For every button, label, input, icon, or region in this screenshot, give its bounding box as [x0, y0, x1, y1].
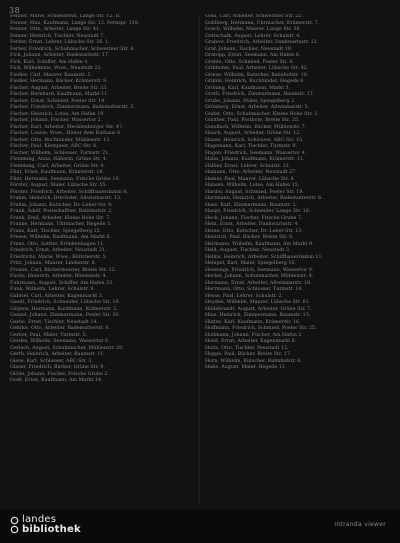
directory-entry: Heinrich, Paul, Bäcker, Breite Str. 8. [205, 235, 294, 240]
directory-entry: Hase, Karl, Zimmermann, Baumstr. 2. [205, 202, 298, 208]
directory-entry: Held, August, Tischler, Neustadt 3. [205, 248, 291, 253]
directory-entry: Harder, August, Schmied, Poeler Str. 19. [205, 189, 304, 195]
directory-entry: Hollmann, Johann, Fischer, Am Hafen 2. [205, 332, 303, 338]
directory-entry: Gerber, Paul, Maler, Turmstr. 5. [10, 332, 88, 338]
directory-entry: Friedrichs, Marie, Wwe., Böttcherstr. 5. [10, 254, 108, 260]
directory-entry: Hoffmann, Friedrich, Schmied, Poeler Str. 25. [205, 326, 317, 331]
directory-entry: Fischer, August, Arbeiter, Breite Str. 33. [10, 85, 108, 91]
directory-entry: Fenner, Otto, Arbeiter, Lange Str. 41. [10, 27, 101, 32]
directory-entry: Fromm, Carl, Bäckermeister, Breite Str. 12. [10, 267, 117, 273]
directory-entry: Gribbohm, Paul, Arbeiter, Lübsche Str. 42. [205, 66, 309, 71]
directory-entry: Förster, August, Maler, Lübsche Str. 55. [10, 183, 108, 188]
directory-entry: Groth, Friedrich, Zimmermann, Baumstr. 17. [205, 92, 315, 97]
directory-entry: Horn, Wilhelm, Kutscher, Bahnhofstr. 6. [205, 358, 302, 364]
directory-entry: Gosch, Wilhelm, Maurer, Lange Str. 36. [205, 27, 302, 32]
directory-entry: Förster, Friedrich, Arbeiter, Schiffbauerdamm 6. [10, 189, 129, 195]
directory-entry: Gohl, Carl, Arbeiter, Schweriner Str. 22. [205, 14, 303, 19]
directory-entry: Hein, Ernst, Arbeiter, Dankwartsstr. 4. [205, 222, 299, 227]
directory-entry: Frank, Emil, Arbeiter, Kleine Hohe Str. 7. [10, 215, 111, 221]
directory-entry: Fick, Johann, Arbeiter, Dankwartsstr. 17. [10, 53, 110, 58]
directory-entry: Hinz, Heinrich, Zimmermann, Baumstr. 13. [205, 313, 311, 318]
directory-entry: Gerdes, Wilhelm, Seemann, Wassertor 6. [10, 339, 110, 344]
directory-entry: Hoppe, Paul, Bäcker, Breite Str. 17. [205, 352, 292, 357]
directory-entry: Fischer, Ernst, Schmied, Poeler Str. 14. [10, 98, 106, 104]
directory-entry: Fischer, Heinrich, Lotse, Am Hafen 19. [10, 111, 105, 117]
directory-entry: Flint, Hermann, Seemann, Frische Grube 10. [10, 176, 121, 182]
directory-entry: Hagen, Friedrich, Seemann, Wassertor 4. [205, 150, 307, 156]
directory-entry: Herbst, Johann, Schuhmacher, Mühlenstr. 4. [205, 274, 314, 279]
directory-entry: Hintze, Karl, Kaufmann, Krämerstr. 16. [205, 319, 301, 325]
directory-entry: Hube, August, Maler, Hegede 11. [205, 365, 287, 370]
directory-entry: Fuchs, Heinrich, Arbeiter, Bliedenstr. 4. [10, 274, 107, 279]
directory-entry: Hansen, Wilhelm, Lotse, Am Hafen 15. [205, 183, 300, 188]
directory-entry: Gaedt, Friedrich, Schneider, Lübsche Str. 19. [10, 300, 121, 305]
directory-entry: Heck, Johann, Fischer, Frische Grube 7. [205, 215, 303, 221]
directory-entry: Frank, Adolf, Postschaffner, Bahnhofstr. 2. [10, 209, 113, 214]
directory-entry: Grabow, Friedrich, Arbeiter, Dankwartsstr. 12. [205, 40, 319, 45]
directory-entry: Gätjens, Hermann, Kaufmann, Krämerstr. 2. [10, 306, 118, 312]
directory-entry: Fenner, Heinrich, Tischler, Neustadt 7. [10, 33, 105, 39]
library-logo[interactable] [22, 515, 81, 535]
directory-entry: Haase, Heinrich, Schlosser, ABC-Str. 15. [205, 137, 304, 143]
directory-entry: Fischer, Friedrich, Zimmermann, Bademutterstr. 3. [10, 105, 135, 110]
directory-entry: Gratopp, Ernst, Seemann, Am Hafen 8. [205, 53, 301, 58]
directory-entry: Hempel, Karl, Maler, Spiegelberg 10. [205, 261, 296, 266]
directory-entry: Fiedler, Carl, Maurer, Baumstr. 5. [10, 72, 92, 78]
directory-entry: Goldberg, Hermann, Uhrmacher, Krämerstr. 7. [205, 20, 320, 26]
directory-entry: Giese, Karl, Schlosser, ABC-Str. 3. [10, 358, 93, 364]
directory-entry: Helms, Heinrich, Arbeiter, Schiffbauerdamm 11. [205, 254, 324, 260]
directory-entry: Gerlach, August, Schuhmacher, Mühlenstr. 20. [10, 345, 124, 351]
directory-entry: Hahn, Johann, Kaufmann, Krämerstr. 11. [205, 157, 305, 162]
directory-entry: Hallier, Ernst, Lehrer, Schulstr. 12. [205, 163, 291, 169]
directory-entry: Holst, Ernst, Arbeiter, Kagenmarkt 8. [205, 339, 297, 344]
directory-entry: Günther, Paul, Postbote, Breite Str. 25. [205, 118, 300, 123]
directory-entry: Holtz, Otto, Tischler, Neustadt 12. [205, 345, 289, 351]
directory-entry: Fischer, Louise, Wwe., Hinter dem Rathaus 6. [10, 131, 122, 136]
logo-text-landes: landes [22, 514, 57, 525]
directory-entry: Godt, Ernst, Kaufmann, Am Markt 14. [10, 378, 103, 383]
page-number: 38 [9, 6, 21, 15]
directory-entry: Flemming, Carl, Arbeiter, Grüne Str. 4. [10, 163, 106, 169]
directory-entry: Hartmann, Heinrich, Arbeiter, Bademutterstr. 6. [205, 196, 323, 201]
directory-entry: Hildebrandt, August, Arbeiter, Grüne Str. 7. [205, 306, 312, 312]
directory-entry: Heyden, Wilhelm, Maurer, Lübsche Str. 61. [205, 300, 311, 305]
directory-entry: Heine, Otto, Kutscher, Dr.-Leber-Str. 13. [205, 228, 303, 234]
directory-entry: Glaser, Friedrich, Bäcker, Grüne Str. 9. [10, 365, 105, 370]
directory-entry: Ganzel, Johann, Zimmermann, Poeler Str. 30. [10, 313, 121, 318]
directory-entry: Griese, Wilhelm, Kutscher, Bahnhofstr. 10. [205, 72, 309, 78]
directory-entry: Hennings, Friedrich, Seemann, Wassertor 9. [205, 267, 314, 273]
directory-entry: Grube, Johann, Maler, Spiegelberg 2. [205, 98, 296, 104]
directory-entry: Fischer, Otto, Buchbinder, Mühlenstr. 12. [10, 137, 111, 143]
directory-entry: Fuhrmann, August, Schiffer, Am Hafen 23. [10, 280, 114, 286]
directory-entry: Ferber, Ernst, Lehrer, Lübsche Str. 26. I. [10, 40, 109, 45]
directory-entry: Hermann, Ernst, Arbeiter, Altwismarstr. 18. [205, 280, 312, 286]
directory-entry: Hagemann, Karl, Tischler, Turmstr. 9. [205, 144, 297, 149]
directory-entry: Grünberg, Ernst, Arbeiter, Altwismarstr. 5. [205, 105, 310, 110]
directory-entry: Frahm, Heinrich, Drechsler, Altwismarstr. 13. [10, 196, 122, 201]
directory-entry: Frahm, Johann, Kutscher, Dr.-Leber-Str. 9. [10, 202, 113, 208]
directory-entry: Hesse, Paul, Lehrer, Schulstr. 2. [205, 293, 283, 299]
directory-column-left [10, 14, 192, 506]
directory-entry: Fenner, Max, Kaufmann, Lange Str. 12. Fernspr. 318. [10, 20, 140, 26]
directory-entry: Gröning, Karl, Kaufmann, Markt 3. [205, 85, 291, 91]
directory-entry: Franz, Karl, Tischler, Spiegelberg 15. [10, 228, 102, 234]
directory-entry: Franke, Hermann, Uhrmacher, Hegede 3. [10, 222, 112, 227]
logo-text-bibliothek: bibliothek [22, 524, 81, 535]
directory-entry: Fischer, Johann, Fischer, Wassertor 2. [10, 118, 103, 123]
column-divider [199, 14, 200, 504]
directory-entry: Graf, Johann, Tischler, Neustadt 19. [205, 46, 293, 52]
directory-entry: Freese, Wilhelm, Kaufmann, Am Markt 6. [10, 235, 112, 240]
directory-entry: Flemming, Anna, Näherin, Grüne Str. 4. [10, 157, 108, 162]
directory-entry: Frenz, Otto, Sattler, Krönkenhagen 11. [10, 241, 105, 247]
directory-entry: Haupt, Friedrich, Schneider, Lange Str. 18. [205, 209, 311, 214]
directory-entry: Gottschalk, August, Lehrer, Schulstr. 4. [205, 33, 301, 39]
directory-entry: Gehrke, Otto, Arbeiter, Bademutterstr. 8. [10, 326, 111, 331]
directory-entry: Gundlach, Wilhelm, Bäcker, Mühlenstr. 7. [205, 124, 307, 130]
directory-entry: Fischer, Bernhard, Kaufmann, Markt 11. [10, 92, 109, 97]
directory-entry: Fischer, Karl, Arbeiter, Mecklenburger Str. 47. [10, 124, 124, 130]
directory-entry: Hamer, Paul, Maurer, Lübsche Str. 8. [205, 176, 296, 182]
directory-column-right [205, 14, 387, 506]
directory-entry: Garbe, Ernst, Tischler, Neustadt 14. [10, 319, 98, 325]
viewer-credit: intranda viewer [334, 521, 386, 528]
directory-entry: Fiedler, Hermann, Bäcker, Krämerstr. 9. [10, 79, 108, 84]
directory-entry: Gudat, Otto, Schuhmacher, Kleine Hohe Str. 3. [205, 111, 319, 117]
directory-entry: Fick, Wilhelmine, Wwe., Neustadt 22. [10, 66, 102, 71]
directory-entry: Grimm, Heinrich, Buchbinder, Hegede 8. [205, 79, 305, 84]
directory-entry: Fischer, Wilhelm, Schlosser, Turmstr. 21. [10, 150, 110, 156]
directory-entry: Fischer, Paul, Klempner, ABC-Str. 8. [10, 144, 98, 149]
directory-entry: Gerth, Heinrich, Arbeiter, Baumstr. 11. [10, 352, 105, 357]
directory-entry: Heitmann, Wilhelm, Kaufmann, Am Markt 9. [205, 241, 314, 247]
directory-entry: Flint, Ernst, Kaufmann, Krämerstr. 18. [10, 170, 104, 175]
directory-entry: Ferber, Friedrich, Schuhmacher, Schweriner Str. 8. [10, 46, 135, 52]
directory-entry: Glöde, Johann, Fischer, Frische Grube 2. [10, 371, 109, 377]
directory-entry: Funk, Wilhelm, Lehrer, Schulstr. 9. [10, 287, 95, 292]
directory-entry: Gabriel, Carl, Arbeiter, Kagenmarkt 3. [10, 293, 104, 299]
library-logo-icon [10, 516, 19, 534]
directory-entry: Friedrich, Ernst, Arbeiter, Neustadt 31. [10, 248, 107, 253]
directory-entry: Hamann, Otto, Arbeiter, Neustadt 27. [205, 170, 297, 175]
directory-entry: Fritz, Johann, Maurer, Lindenstr. 8. [10, 261, 97, 266]
directory-entry: Grebin, Otto, Schmied, Poeler Str. 6. [205, 59, 295, 65]
directory-entry: Fick, Karl, Schiffer, Am Hafen 4. [10, 59, 89, 65]
directory-entry: Herrmann, Otto, Schlosser, Turmstr. 14. [205, 287, 303, 292]
directory-entry: Fenner, Marie, Schneiderin, Lange Str. 12. II. [10, 14, 121, 19]
directory-entry: Haack, August, Arbeiter, Grüne Str. 12. [205, 131, 301, 136]
